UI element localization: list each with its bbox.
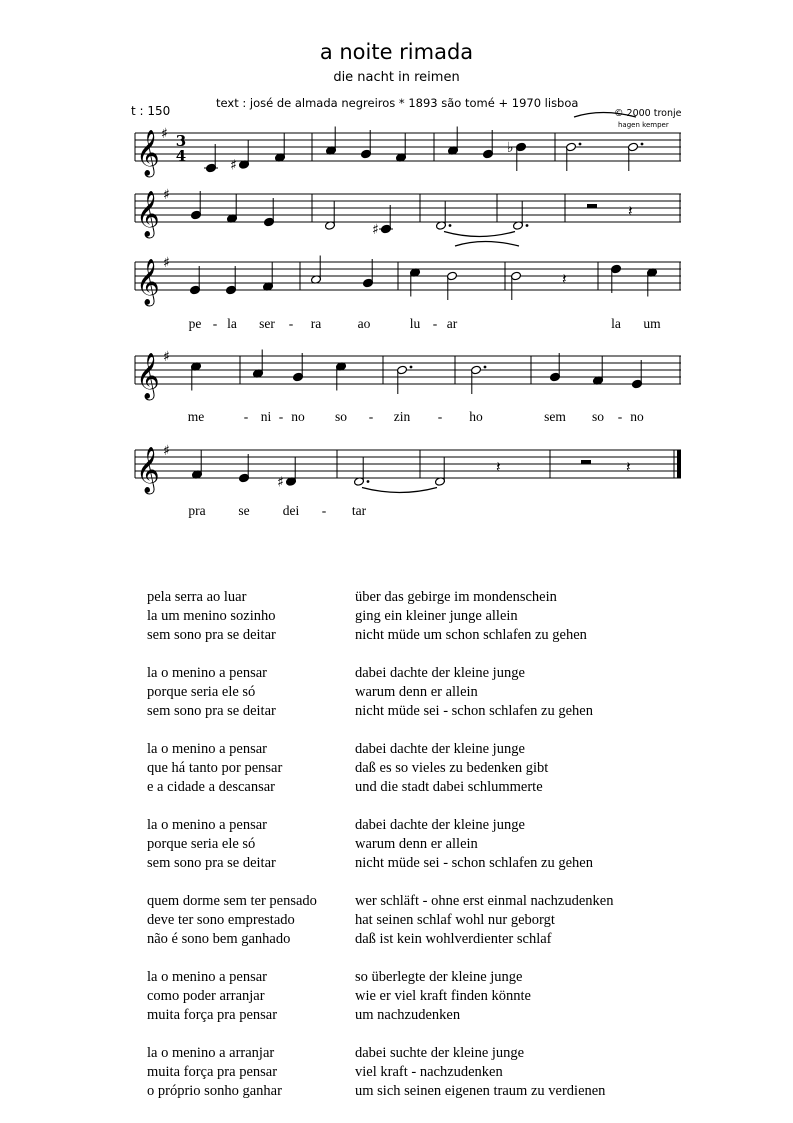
verse-line: la o menino a pensar: [147, 969, 267, 985]
tie: [444, 232, 515, 237]
lyric-hyphen: -: [212, 316, 218, 331]
note-dot: [579, 143, 582, 146]
verse-6-german: [355, 968, 531, 1025]
quarter-rest: 𝄽: [562, 270, 567, 288]
time-signature-bottom: 4: [175, 147, 187, 165]
music-score: [0, 0, 793, 540]
verse-4-german: [355, 816, 593, 873]
verse-line: como poder arranjar: [147, 988, 265, 1004]
lyric-syllable: sem: [544, 409, 566, 424]
note-dot: [526, 224, 529, 227]
verse-line: um sich seinen eigenen traum zu verdienen: [355, 1083, 606, 1099]
lyrics: [188, 316, 661, 518]
treble-clef: 𝄞: [136, 191, 160, 237]
verse-7-portuguese: [147, 1044, 282, 1101]
verse-6-portuguese: [147, 968, 277, 1025]
verse-line: deve ter sono emprestado: [147, 912, 295, 928]
key-signature-sharp: ♯: [163, 349, 170, 365]
time-signature-top: 3: [175, 132, 187, 150]
verse-2-german: [355, 664, 593, 721]
verse-line: sem sono pra se deitar: [147, 627, 276, 643]
verse-line: hat seinen schlaf wohl nur geborgt: [355, 912, 555, 928]
verse-line: ging ein kleiner junge allein: [355, 608, 518, 624]
lyric-syllable: zin: [393, 409, 411, 424]
treble-clef: 𝄞: [136, 259, 160, 305]
verse-line: dabei dachte der kleine junge: [355, 817, 525, 833]
verse-line: não é sono bem ganhado: [147, 931, 291, 947]
verse-line: sem sono pra se deitar: [147, 855, 276, 871]
key-signature-sharp: ♯: [161, 126, 168, 142]
lyric-hyphen: -: [617, 409, 623, 424]
verse-line: nicht müde um schon schlafen zu gehen: [355, 627, 587, 643]
note-dot: [641, 143, 644, 146]
accidental: ♭: [507, 140, 514, 156]
verse-line: pela serra ao luar: [147, 589, 247, 605]
lyric-syllable: la: [227, 316, 237, 331]
verse-7-german: [355, 1044, 605, 1101]
page-subtitle: die nacht in reimen: [333, 70, 460, 85]
lyric-syllable: ra: [310, 316, 322, 331]
verse-line: so überlegte der kleine junge: [355, 969, 523, 985]
lyric-syllable: tar: [351, 503, 367, 518]
verse-line: und die stadt dabei schlummerte: [355, 779, 543, 795]
verse-line: dabei dachte der kleine junge: [355, 741, 525, 757]
notes: [187, 113, 658, 493]
tie: [574, 113, 636, 118]
lyric-hyphen: -: [368, 409, 374, 424]
lyric-hyphen: -: [321, 503, 327, 518]
verse-line: muita força pra pensar: [147, 1007, 278, 1023]
verse-line: quem dorme sem ter pensado: [147, 893, 317, 909]
tie: [362, 488, 437, 493]
verse-line: dabei suchte der kleine junge: [355, 1045, 525, 1061]
tie: [455, 242, 519, 247]
verse-3-portuguese: [147, 740, 282, 797]
verse-line: e a cidade a descansar: [147, 779, 276, 795]
treble-clef: 𝄞: [136, 447, 160, 493]
key-signature-sharp: ♯: [163, 255, 170, 271]
text-credit: text : josé de almada negreiros * 1893 são tomé + 1970 lisboa: [216, 96, 579, 110]
verse-line: nicht müde sei - schon schlafen zu gehen: [355, 703, 593, 719]
accidental: ♯: [277, 474, 284, 491]
lyric-syllable: ser: [259, 316, 275, 331]
treble-clef: 𝄞: [136, 130, 160, 176]
verse-line: warum denn er allein: [355, 684, 478, 700]
verse-2-portuguese: [147, 664, 276, 721]
quarter-rest: 𝄽: [626, 458, 631, 476]
half-rest: [587, 204, 597, 208]
lyric-syllable: se: [238, 503, 250, 518]
accidental: ♯: [230, 157, 237, 174]
copyright-notice: © 2000 tronje: [614, 108, 682, 119]
lyric-hyphen: -: [243, 409, 249, 424]
note-dot: [449, 224, 452, 227]
verse-1-portuguese: [147, 588, 276, 645]
lyric-hyphen: -: [288, 316, 294, 331]
lyric-hyphen: -: [432, 316, 438, 331]
lyric-syllable: so: [591, 409, 605, 424]
staff-systems: [135, 126, 681, 495]
verse-line: warum denn er allein: [355, 836, 478, 852]
verse-line: wie er viel kraft finden könnte: [355, 988, 531, 1004]
verse-line: la um menino sozinho: [147, 608, 276, 624]
verse-line: muita força pra pensar: [147, 1064, 278, 1080]
verse-line: viel kraft - nachzudenken: [355, 1064, 503, 1080]
verse-line: que há tanto por pensar: [147, 760, 283, 776]
verse-5-german: [355, 892, 613, 949]
key-signature-sharp: ♯: [163, 187, 170, 203]
verse-3-german: [355, 740, 548, 797]
note-dot: [484, 366, 487, 369]
key-signature-sharp: ♯: [163, 443, 170, 459]
verse-line: sem sono pra se deitar: [147, 703, 276, 719]
accidental: ♯: [372, 222, 379, 238]
verse-line: la o menino a pensar: [147, 665, 267, 681]
lyric-syllable: ho: [469, 409, 483, 424]
lyric-hyphen: -: [437, 409, 443, 424]
final-bar-thick: [677, 450, 681, 478]
lyric-syllable: so: [334, 409, 348, 424]
verse-line: daß es so vieles zu bedenken gibt: [355, 760, 549, 776]
quarter-rest: 𝄽: [496, 458, 501, 476]
verse-line: dabei dachte der kleine junge: [355, 665, 525, 681]
lyric-syllable: ar: [446, 316, 458, 331]
verse-line: um nachzudenken: [355, 1007, 461, 1023]
verse-line: nicht müde sei - schon schlafen zu gehen: [355, 855, 593, 871]
note-dot: [367, 480, 370, 483]
lyric-syllable: pe: [188, 316, 202, 331]
verse-line: o próprio sonho ganhar: [147, 1083, 282, 1099]
tempo-marking: t : 150: [131, 104, 171, 118]
verse-line: über das gebirge im mondenschein: [355, 589, 557, 605]
verse-line: la o menino a pensar: [147, 817, 267, 833]
treble-clef: 𝄞: [136, 353, 160, 399]
verse-line: porque seria ele só: [147, 684, 256, 700]
lyric-syllable: um: [643, 316, 661, 331]
quarter-rest: 𝄽: [628, 202, 633, 220]
verse-line: porque seria ele só: [147, 836, 256, 852]
lyric-syllable: lu: [409, 316, 421, 331]
arranger-name: hagen kemper: [618, 121, 669, 129]
verse-line: la o menino a pensar: [147, 741, 267, 757]
lyric-syllable: pra: [188, 503, 206, 518]
verse-4-portuguese: [147, 816, 276, 873]
lyric-hyphen: -: [278, 409, 284, 424]
verse-line: daß ist kein wohlverdienter schlaf: [355, 931, 552, 947]
page-title: a noite rimada: [319, 40, 474, 64]
lyric-syllable: dei: [282, 503, 300, 518]
note-dot: [410, 366, 413, 369]
lyric-syllable: me: [187, 409, 205, 424]
half-rest: [581, 460, 591, 464]
verse-line: la o menino a arranjar: [147, 1045, 275, 1061]
verse-1-german: [355, 588, 587, 645]
lyric-syllable: no: [630, 409, 644, 424]
lyric-syllable: la: [611, 316, 621, 331]
lyric-syllable: no: [291, 409, 305, 424]
lyric-syllable: ao: [357, 316, 371, 331]
lyric-syllable: ni: [260, 409, 272, 424]
verse-line: wer schläft - ohne erst einmal nachzudenken: [355, 893, 614, 909]
verse-5-portuguese: [147, 892, 317, 949]
